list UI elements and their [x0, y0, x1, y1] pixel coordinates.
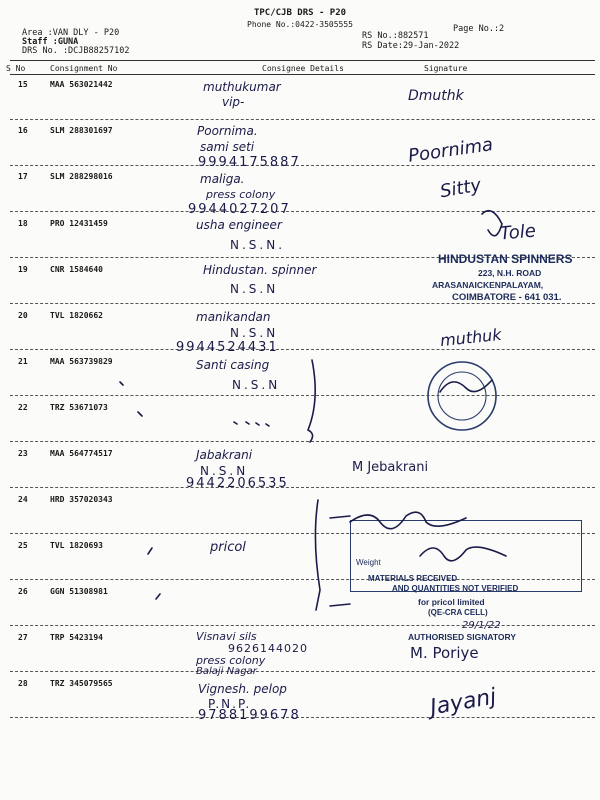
hindustan-stamp-name: HINDUSTAN SPINNERS: [438, 252, 573, 266]
stray-mark: [138, 412, 142, 416]
page-number: Page No.:2: [453, 24, 505, 34]
col-consignment: Consignment No: [50, 64, 118, 73]
row-sno: 21: [18, 357, 28, 366]
brace-mark: [315, 500, 320, 610]
consignee-detail: 9994175887: [198, 155, 301, 170]
col-signature: Signature: [424, 64, 468, 73]
consignee-detail: Visnavi sils: [196, 630, 257, 643]
stray-mark: [156, 594, 160, 599]
hindustan-stamp-locality: ARASANAICKENPALAYAM,: [432, 280, 544, 290]
consignee-detail: N.S.N: [232, 378, 281, 392]
consignee-detail: sami seti: [200, 140, 255, 154]
area-label: Area :VAN DLY - P20: [22, 28, 120, 38]
row-sno: 22: [18, 403, 28, 412]
consignee-detail: 9626144020: [228, 642, 308, 655]
consignee-detail: press colony: [206, 188, 276, 201]
signature-scribble: [350, 512, 466, 529]
row-sno: 16: [18, 126, 28, 135]
brace-mark: [308, 360, 315, 442]
row-sno: 24: [18, 495, 28, 504]
consignee-detail: Hindustan. spinner: [203, 263, 317, 277]
row-consignment: TRZ 345079565: [50, 679, 113, 688]
hindustan-stamp-address: 223, N.H. ROAD: [478, 268, 542, 278]
row-consignment: TVL 1820693: [50, 541, 103, 550]
row-consignment: SLM 288301697: [50, 126, 113, 135]
consignee-detail: manikandan: [196, 310, 271, 324]
consignee-detail: N.S.N: [200, 464, 249, 478]
stamp-date: 29/1/22: [462, 620, 501, 631]
row-sno: 28: [18, 679, 28, 688]
consignee-detail: Jabakrani: [196, 448, 253, 462]
round-seal-inner-ring: [438, 372, 486, 420]
consignee-detail: 9442206535: [186, 476, 289, 491]
row-sno: 23: [18, 449, 28, 458]
row-consignment: MAA 564774517: [50, 449, 113, 458]
rs-number: RS No.:882571: [362, 31, 429, 41]
signature: Jayanj: [428, 684, 499, 721]
drs-number: DRS No. :DCJB88257102: [22, 46, 130, 56]
row-consignment: PRO 12431459: [50, 219, 108, 228]
stamp-qe-cra-cell: (QE-CRA CELL): [428, 608, 488, 617]
arrow-mark: [330, 604, 350, 606]
row-sno: 19: [18, 265, 28, 274]
signature-flourish: [482, 211, 502, 236]
row-consignment: HRD 357020343: [50, 495, 113, 504]
consignee-detail: press colony: [196, 654, 266, 667]
consignee-detail: usha engineer: [196, 218, 282, 232]
consignee-detail: 9944027207: [188, 202, 291, 217]
consignee-detail: vip-: [222, 95, 245, 109]
consignee-detail: Santi casing: [196, 358, 270, 372]
row-sno: 15: [18, 80, 28, 89]
row-sno: 26: [18, 587, 28, 596]
consignee-detail: pricol: [210, 540, 246, 555]
signature: muthuk: [439, 324, 503, 351]
row-sno: 27: [18, 633, 28, 642]
consignee-detail: N.S.N: [230, 326, 279, 340]
stamp-quantities-not-verified: AND QUANTITIES NOT VERIFIED: [392, 584, 519, 593]
consignee-detail: maliga.: [200, 172, 245, 186]
consignee-detail: Balaji Nagar: [196, 666, 257, 677]
col-consignee-details: Consignee Details: [262, 64, 344, 73]
row-consignment: TVL 1820662: [50, 311, 103, 320]
drs-title: TPC/CJB DRS - P20: [253, 8, 347, 18]
row-sno: 18: [18, 219, 28, 228]
consignee-detail: 9788199678: [198, 708, 301, 723]
consignee-detail: P.N.P.: [208, 697, 252, 711]
arrow-mark: [330, 516, 350, 518]
phone-number: Phone No.:0422-3505555: [247, 20, 353, 29]
row-consignment: GGN 51308981: [50, 587, 108, 596]
consignee-detail: N.S.N.: [230, 238, 286, 252]
row-sno: 17: [18, 172, 28, 181]
row-consignment: CNR 1584640: [50, 265, 103, 274]
stray-mark: [148, 548, 152, 554]
signature: Sitty: [438, 174, 483, 203]
tick-marks: [234, 422, 269, 426]
signature: Tole: [499, 220, 537, 245]
row-sno: 20: [18, 311, 28, 320]
row-consignment: MAA 563021442: [50, 80, 113, 89]
col-sno: S No: [6, 64, 26, 73]
row-consignment: SLM 288298016: [50, 172, 113, 181]
signature: M Jebakrani: [352, 460, 429, 475]
stamp-weight-label: Weight: [356, 558, 381, 567]
stamp-materials-received: MATERIALS RECEIVED: [368, 574, 458, 583]
stray-mark: [120, 382, 123, 385]
row-consignment: TRP 5423194: [50, 633, 103, 642]
consignee-detail: N.S.N: [230, 282, 279, 296]
hindustan-stamp-city: COIMBATORE - 641 031.: [452, 292, 562, 303]
signature-scribble: [420, 547, 506, 561]
consignee-detail: muthukumar: [203, 80, 281, 94]
row-consignment: MAA 563739829: [50, 357, 113, 366]
staff-label: Staff :GUNA: [22, 37, 79, 47]
signature: Poornima: [406, 134, 495, 167]
signature: M. Poriye: [410, 644, 479, 662]
row-sno: 25: [18, 541, 28, 550]
stamp-pricol-limited: for pricol limited: [418, 597, 485, 607]
stamp-authorised-signatory: AUTHORISED SIGNATORY: [408, 632, 516, 642]
consignee-detail: 9944524431: [176, 340, 279, 355]
rs-date: RS Date:29-Jan-2022: [362, 41, 460, 51]
row-consignment: TRZ 53671073: [50, 403, 108, 412]
consignee-detail: Poornima.: [197, 124, 258, 138]
consignee-detail: Vignesh. pelop: [198, 682, 287, 696]
signature: Dmuthk: [408, 88, 464, 104]
